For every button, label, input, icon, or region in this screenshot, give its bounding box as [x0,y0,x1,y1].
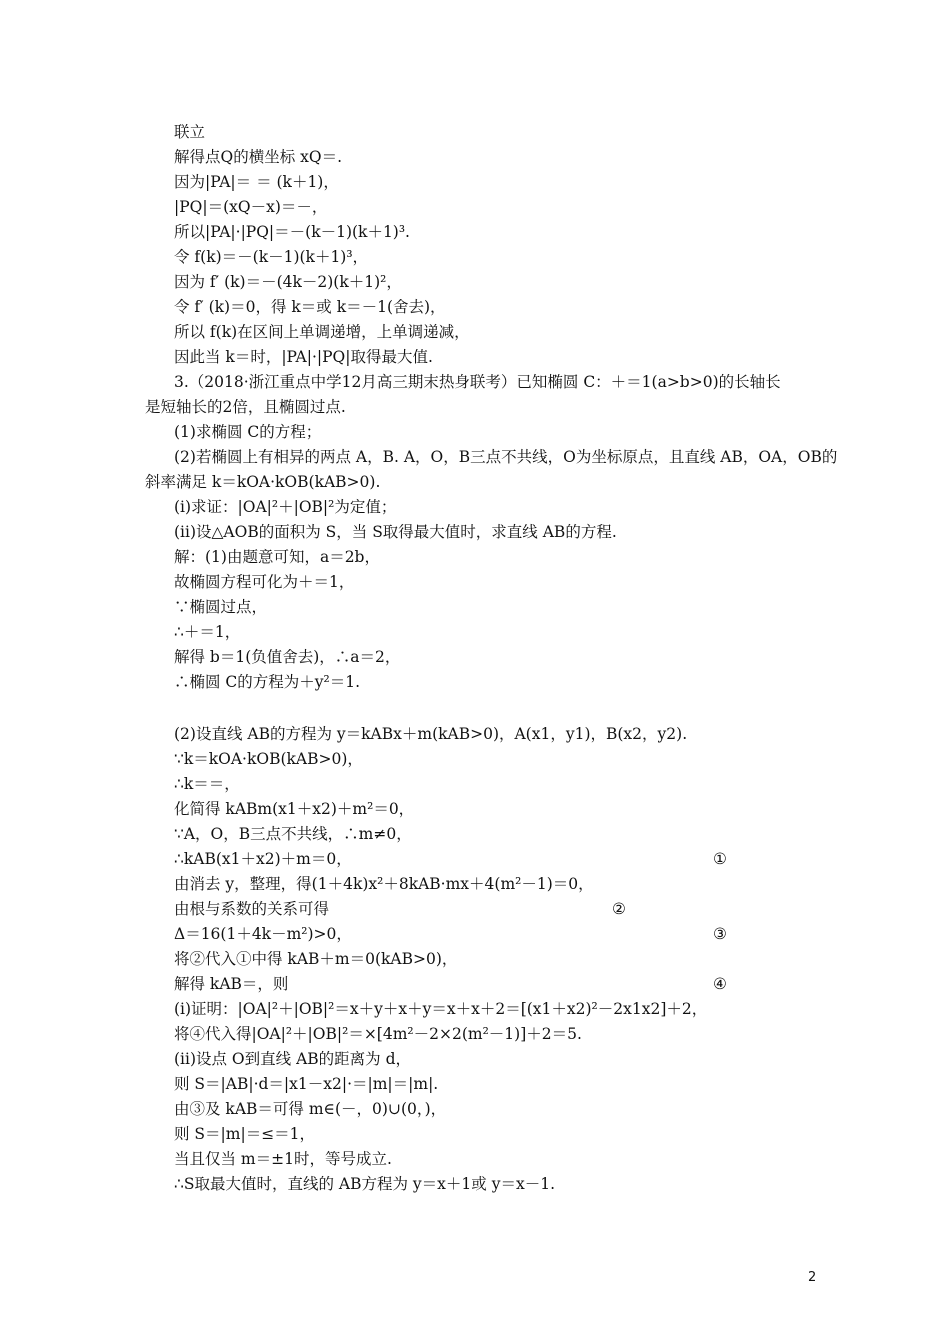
text-line: 由根与系数的关系可得 [174,900,330,918]
text-line: 则 S＝|AB|·d＝|x1－x2|·＝|m|＝|m|. [174,1075,439,1093]
text-line: 解得 b＝1(负值舍去)，∴a＝2， [174,648,401,666]
text-line: ∴S取最大值时，直线的 AB方程为 y＝x＋1或 y＝x－1. [174,1175,555,1193]
text-line: (1)求椭圆 C的方程； [174,423,322,441]
text-line: 将②代入①中得 kAB＋m＝0(kAB>0)， [174,950,458,968]
text-line: 化简得 kABm(x1＋x2)＋m²＝0， [174,800,415,818]
text-line: ∴kAB(x1＋x2)＋m＝0， [174,850,352,868]
text-line: (ⅱ)设点 O到直线 AB的距离为 d， [174,1050,412,1068]
text-line: ∴椭圆 C的方程为＋y²＝1. [174,673,361,691]
text-line: 因此当 k＝时，|PA|·|PQ|取得最大值. [174,348,433,366]
text-line: 所以 f(k)在区间上单调递增，上单调递减， [174,323,470,341]
text-line: (ⅱ)设△AOB的面积为 S，当 S取得最大值时，求直线 AB的方程. [174,523,617,541]
text-line: ∵椭圆过点， [174,598,268,616]
text-line: 将④代入得|OA|²＋|OB|²＝×[4m²－2×2(m²－1)]＋2＝5. [174,1025,582,1043]
equation-marker: ③ [713,925,727,943]
text-line: 因为 f′ (k)＝－(4k－2)(k＋1)²， [174,273,402,291]
equation-marker: ② [612,900,626,918]
text-line: (ⅰ)求证：|OA|²＋|OB|²为定值； [174,498,397,516]
text-line: 由消去 y，整理，得(1＋4k)x²＋8kAB·mx＋4(m²－1)＝0， [174,875,594,893]
text-line: 解：(1)由题意可知，a＝2b， [174,548,380,566]
text-line: 斜率满足 k＝kOA·kOB(kAB>0). [145,473,381,491]
text-line: 解得点Q的横坐标 xQ＝. [174,148,343,166]
text-line: 由③及 kAB＝可得 m∈(－，0)∪(0，)， [174,1100,447,1118]
page-number: 2 [808,1270,817,1285]
text-line: 故椭圆方程可化为＋＝1， [174,573,355,591]
text-line: ∵A，O，B三点不共线，∴m≠0， [174,825,412,843]
text-line: 因为|PA|＝ ＝ (k＋1)， [174,173,339,191]
equation-marker: ① [713,850,727,868]
text-line: 令 f(k)＝－(k－1)(k＋1)³， [174,248,369,266]
text-line: (ⅰ)证明：|OA|²＋|OB|²＝x＋y＋x＋y＝x＋x＋2＝[(x1＋x2)²－2x1x2]＋2， [174,1000,708,1018]
text-line: 解得 kAB＝，则 [174,975,289,993]
equation-marker: ④ [713,975,727,993]
text-line: (2)设直线 AB的方程为 y＝kABx＋m(kAB>0)，A(x1，y1)，B(x2，y2). [174,725,688,743]
text-line: 所以|PA|·|PQ|＝－(k－1)(k＋1)³. [174,223,410,241]
text-line: 则 S＝|m|＝≤＝1， [174,1125,316,1143]
text-line: ∴＋＝1， [174,623,241,641]
text-line: Δ＝16(1＋4k－m²)>0， [174,925,352,943]
text-line: 联立 [174,123,206,141]
text-line: |PQ|＝(xQ－x)＝－， [174,198,328,216]
text-line: 是短轴长的2倍，且椭圆过点. [145,398,346,416]
text-line: (2)若椭圆上有相异的两点 A，B. A，O，B三点不共线，O为坐标原点，且直线 AB，OA，OB的 [174,448,838,466]
text-line: 当且仅当 m＝±1时，等号成立. [174,1150,392,1168]
text-line: 3.（2018·浙江重点中学12月高三期末热身联考）已知椭圆 C：＋＝1(a>b>0)的长轴长 [174,373,781,391]
text-line: 令 f′ (k)＝0，得 k＝或 k＝－1(舍去)， [174,298,446,316]
text-line: ∵k＝kOA·kOB(kAB>0)， [174,750,363,768]
text-line: ∴k＝＝， [174,775,240,793]
